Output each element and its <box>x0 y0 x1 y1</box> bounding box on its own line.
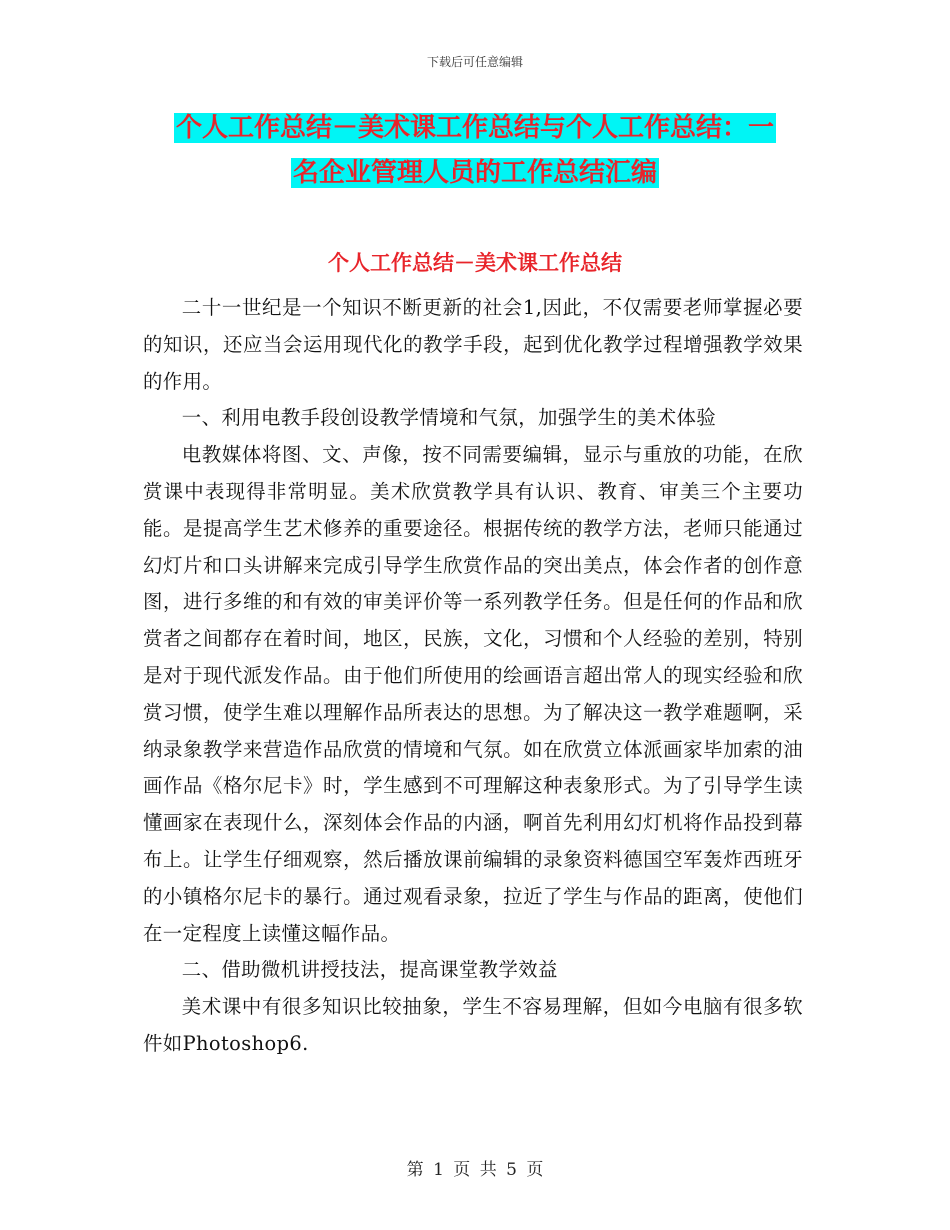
document-body <box>143 290 803 1063</box>
document-title-line-1 <box>0 109 950 147</box>
document-title-line-2 <box>0 154 950 192</box>
document-title-line-1-text: 个人工作总结－美术课工作总结与个人工作总结：一 <box>175 113 774 143</box>
paragraph-body-2: 美术课中有很多知识比较抽象，学生不容易理解，但如今电脑有很多软件如Photoshop6. <box>143 995 803 1055</box>
paragraph-body-1: 电教媒体将图、文、声像，按不同需要编辑，显示与重放的功能，在欣赏课中表现得非常明显。美术欣赏教学具有认识、教育、审美三个主要功能。是提高学生艺术修养的重要途径。根据传统的教学方法，老师只能通过幻灯片和口头讲解来完成引导学生欣赏作品的突出美点，体会作者的创作意图，进行多维的和有效的审美评价等一系列教学任务。但是任何的作品和欣赏者之间都存在着时间，地区，民族，文化，习惯和个人经验的差别，特别是对于现代派发作品。由于他们所使用的绘画语言超出常人的现实经验和欣赏习惯，使学生难以理解作品所表达的思想。为了解决这一教学难题啊，采纳录象教学来营造作品欣赏的情境和气氛。如在欣赏立体派画家毕加索的油画作品《格尔尼卡》时，学生感到不可理解这种表象形式。为了引导学生读懂画家在表现什么，深刻体会作品的内涵，啊首先利用幻灯机将作品投到幕布上。让学生仔细观察，然后播放课前编辑的录象资料德国空军轰炸西班牙的小镇格尔尼卡的暴行。通过观看录象，拉近了学生与作品的距离，使他们在一定程度上读懂这幅作品。 <box>143 443 803 945</box>
paragraph-heading-2: 二、借助微机讲授技法，提高课堂教学效益 <box>181 958 558 982</box>
document-title-line-2-text: 名企业管理人员的工作总结汇编 <box>292 158 657 188</box>
page-footer: 第 1 页 共 5 页 <box>406 1160 544 1180</box>
section-title: 个人工作总结－美术课工作总结 <box>328 251 622 275</box>
paragraph-heading-1: 一、利用电教手段创设教学情境和气氛，加强学生的美术体验 <box>181 406 717 430</box>
paragraph-intro: 二十一世纪是一个知识不断更新的社会1,因此，不仅需要老师掌握必要的知识，还应当会运用现代化的教学手段，起到优化教学过程增强教学效果的作用。 <box>143 296 803 393</box>
page-header-note: 下载后可任意编辑 <box>426 55 523 69</box>
